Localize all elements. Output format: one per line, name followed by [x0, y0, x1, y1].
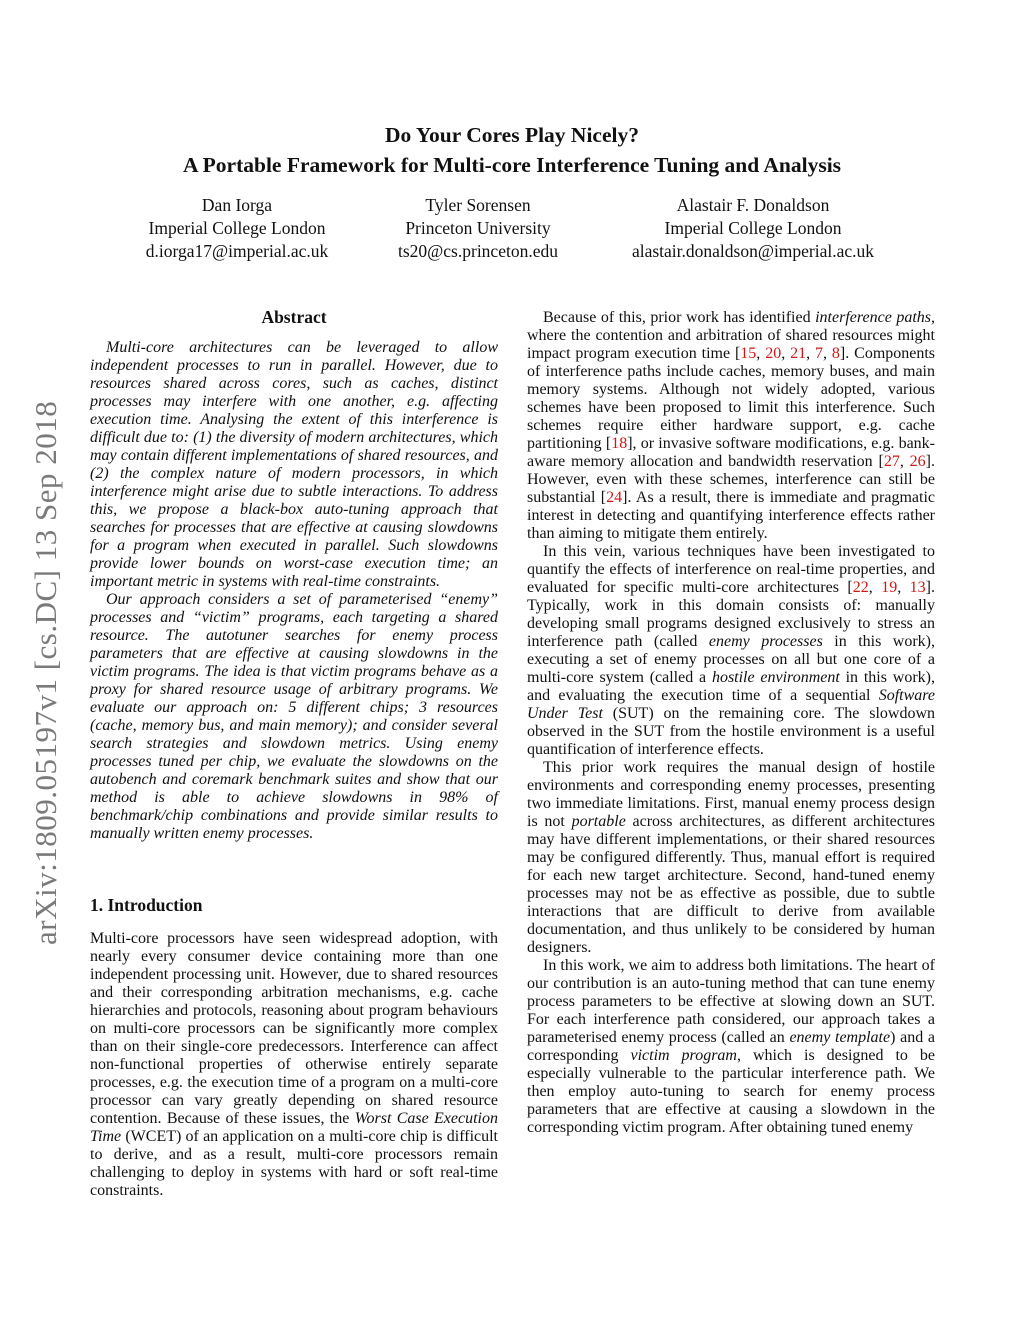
author-affiliation: Princeton University: [405, 218, 551, 238]
author-affiliation: Imperial College London: [664, 218, 842, 238]
arxiv-stamp: arXiv:1809.05197v1 [cs.DC] 13 Sep 2018: [28, 400, 63, 945]
citation-link[interactable]: 18: [611, 435, 628, 452]
citation-link[interactable]: 13: [909, 579, 926, 596]
abstract-heading: Abstract: [261, 307, 327, 327]
abstract-paragraph-2: Our approach considers a set of parameterised “enemy” processes and “victim” programs, each targeting a shared resource. The autotuner searches for enemy process parameters that are effective at causing slowdowns in the victim programs. The idea is that victim programs behave as a proxy for shared resource usage of arbitrary programs. We evaluate our approach on: 5 different chips; 3 resources (cache, memory bus, and main memory); and consider several search strategies and slowdown metrics. Using enemy processes tuned per chip, we evaluate the slowdowns on the autobench and coremark benchmark suites and show that our method is able to achieve slowdowns in 98% of benchmark/chip combinations and provide similar results to manually written enemy processes.: [90, 591, 498, 842]
citation-link[interactable]: 8: [831, 345, 840, 362]
citation-link[interactable]: 22: [852, 579, 869, 596]
author-affiliation: Imperial College London: [148, 218, 326, 238]
author-name: Dan Iorga: [201, 195, 273, 215]
abstract-paragraph-1: Multi-core architectures can be leveraged to allow independent processes to run in parallel. However, due to resources shared across cores, such as caches, distinct processes may interfere with one another, e.g. affecting execution time. Analysing the extent of this interference is difficult due to: (1) the diversity of modern architectures, which may contain different implementations of shared resources, and (2) the complex nature of modern processors, in which interference might arise due to subtle interactions. To address this, we propose a black-box auto-tuning approach that searches for processes that are effective at causing slowdowns for a program when executed in parallel. Such slowdowns provide lower bounds on worst-case execution time; an important metric in systems with real-time constraints.: [90, 339, 498, 590]
citation-link[interactable]: 15: [740, 345, 757, 362]
author-3: [610, 194, 896, 263]
section-heading-introduction: 1. Introduction: [90, 895, 203, 915]
citation-link[interactable]: 26: [909, 453, 926, 470]
abstract-body: [90, 339, 498, 843]
author-1: [132, 194, 342, 263]
author-name: Alastair F. Donaldson: [676, 195, 830, 215]
intro-left-column: [90, 930, 498, 1200]
citation-link[interactable]: 21: [790, 345, 807, 362]
title-line-1: Do Your Cores Play Nicely?: [385, 123, 639, 147]
right-column: [527, 309, 935, 1137]
intro-paragraph-3: In this vein, various techniques have been investigated to quantify the effects of interference on real-time properties, and evaluated for specific multi-core architectures [22, 19, 13]. Typically, work in this domain consists of: manually developing small programs designed exclusively to stress an interference path (called enemy processes in this work), executing a set of enemy processes on all but one core of a multi-core system (called a hostile environment in this work), and evaluating the execution time of a sequential Software Under Test (SUT) on the remaining core. The slowdown observed in the SUT from the hostile environment is a useful quantification of interference effects.: [527, 543, 935, 758]
intro-paragraph-2: Because of this, prior work has identified interference paths, where the contention and arbitration of shared resources might impact program execution time [15, 20, 21, 7, 8]. Components of interference paths include caches, memory buses, and main memory systems. Although not widely adopted, various schemes have been proposed to limit this interference. Such schemes require either hardware support, e.g. cache partitioning [18], or invasive software modifications, e.g. bank-aware memory allocation and bandwidth reservation [27, 26]. However, even with these schemes, interference can still be substantial [24]. As a result, there is immediate and pragmatic interest in detecting and quantifying interference effects rather than aiming to mitigate them entirely.: [527, 309, 936, 542]
intro-paragraph-1: Multi-core processors have seen widespread adoption, with nearly every consumer device containing more than one independent processing unit. However, due to shared resources and their corresponding arbitration mechanisms, e.g. cache hierarchies and protocols, reasoning about program behaviours on multi-core processors can be significantly more complex than on their single-core predecessors. Interference can affect non-functional properties of otherwise entirely separate processes, e.g. the execution time of a program on a multi-core processor can vary greatly depending on shared resource contention. Because of these issues, the Worst Case Execution Time (WCET) of an application on a multi-core chip is difficult to derive, and as a result, multi-core processors remain challenging to deploy in systems with hard or soft real-time constraints.: [90, 930, 498, 1199]
author-2: [378, 194, 578, 263]
author-email: ts20@cs.princeton.edu: [398, 241, 558, 261]
title-line-2: A Portable Framework for Multi-core Interference Tuning and Analysis: [182, 153, 842, 177]
author-email: d.iorga17@imperial.ac.uk: [145, 241, 329, 261]
intro-paragraph-5: In this work, we aim to address both limitations. The heart of our contribution is an auto-tuning method that can tune enemy process parameters to be effective at slowing down an SUT. For each interference path considered, our approach takes a parameterised enemy process (called an enemy template) and a corresponding victim program, which is designed to be especially vulnerable to the particular interference path. We then employ auto-tuning to search for enemy process parameters that are effective at causing a slowdown in the corresponding victim program. After obtaining tuned enemy: [527, 957, 936, 1136]
citation-link[interactable]: 24: [606, 489, 623, 506]
citation-link[interactable]: 7: [815, 345, 824, 362]
citation-link[interactable]: 27: [883, 453, 900, 470]
intro-paragraph-4: This prior work requires the manual design of hostile environments and corresponding enemy processes, presenting two immediate limitations. First, manual enemy process design is not portable across architectures, as different architectures may have different implementations, or their shared resources may be configured differently. Thus, manual effort is required for each new target architecture. Second, hand-tuned enemy processes may not be as effective as possible, due to subtle interactions that are difficult to derive from available documentation, and thus unlikely to be considered by human designers.: [527, 759, 935, 956]
paper-title: [0, 120, 1024, 180]
citation-link[interactable]: 19: [881, 579, 898, 596]
author-email: alastair.donaldson@imperial.ac.uk: [631, 241, 875, 261]
citation-link[interactable]: 20: [765, 345, 782, 362]
author-name: Tyler Sorensen: [425, 195, 531, 215]
